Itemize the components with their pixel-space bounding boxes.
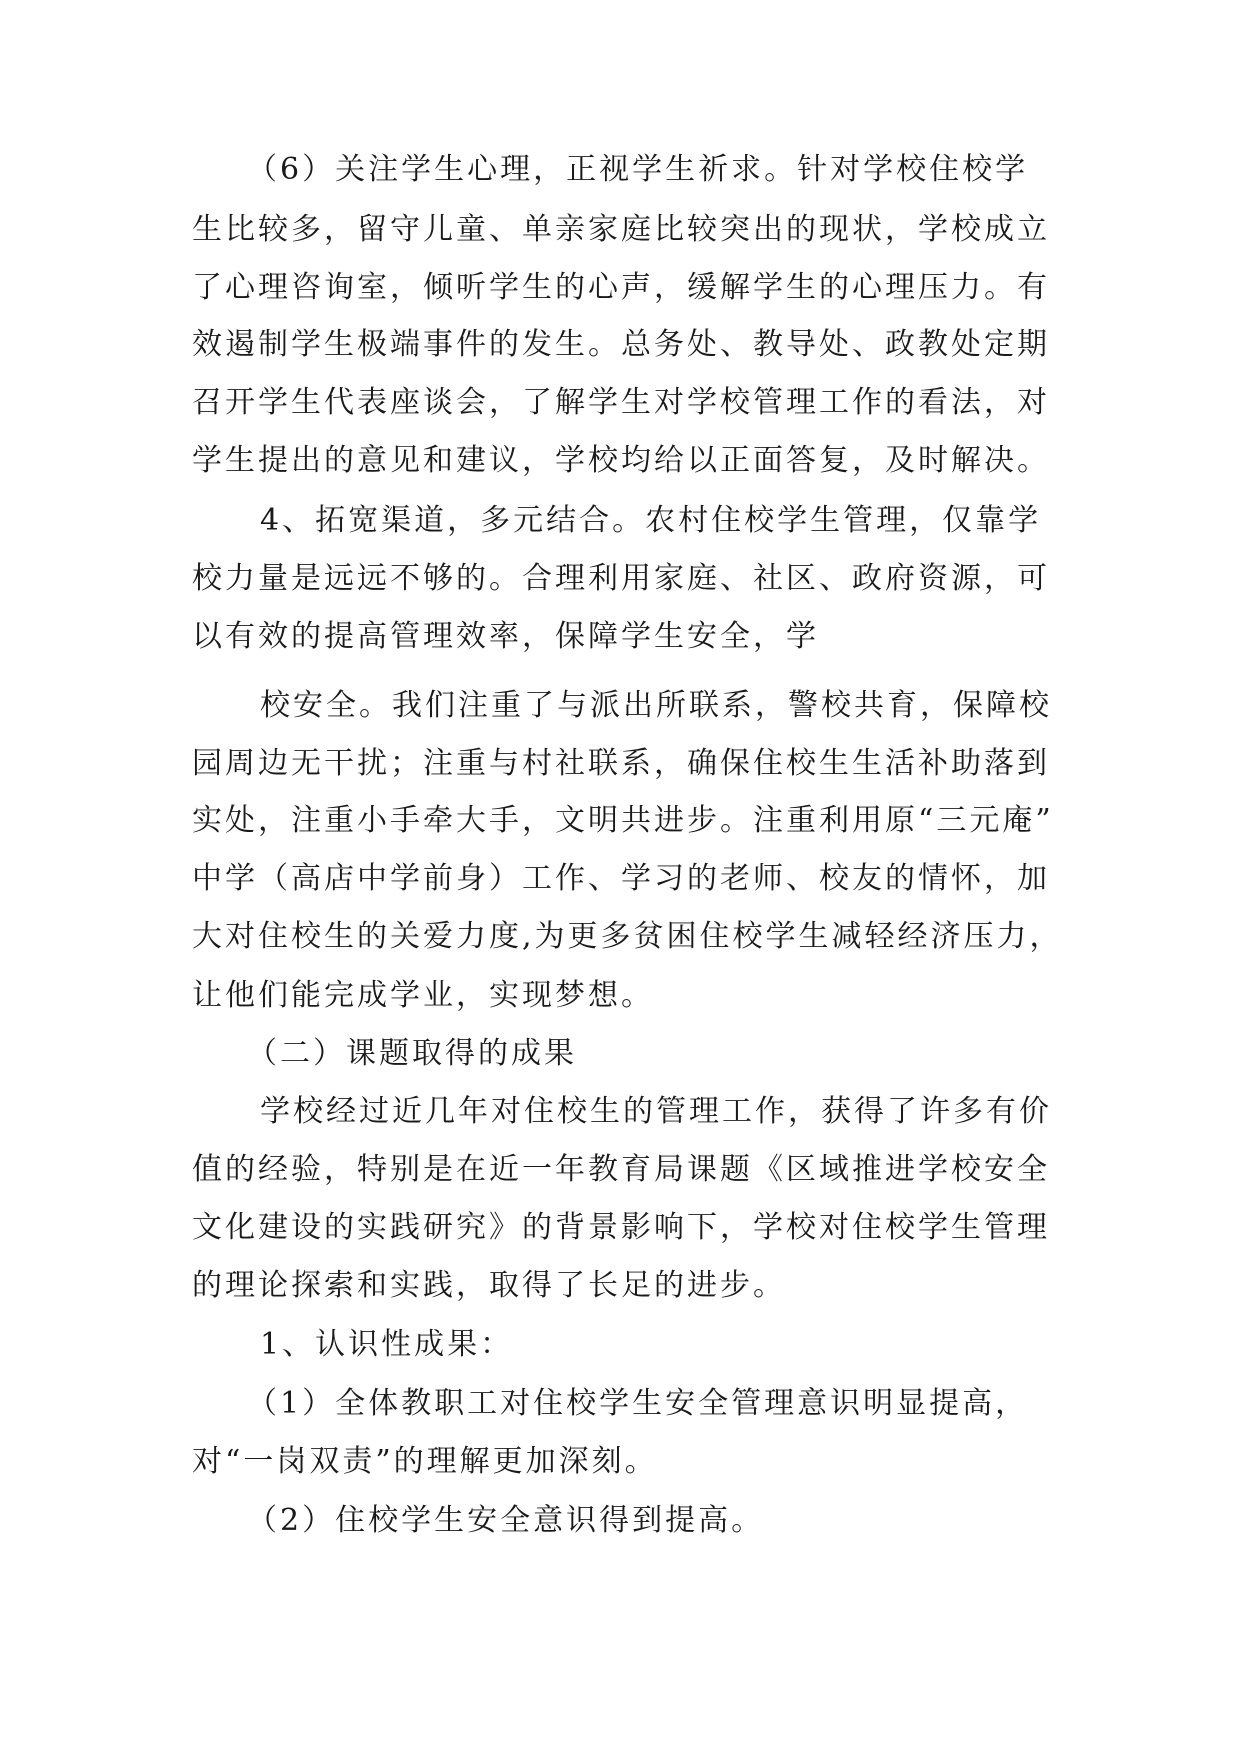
- text-line: 校安全。我们注重了与派出所联系，警校共育，保障校: [260, 688, 1052, 723]
- text-line: 值的经验，特别是在近一年教育局课题《区域推进学校安全: [192, 1152, 1050, 1187]
- text-line: 让他们能完成学业，实现梦想。: [192, 978, 654, 1013]
- text-line: （6）关注学生心理，正视学生祈求。针对学校住校学: [247, 152, 1029, 187]
- section-heading: （二）课题取得的成果: [247, 1036, 577, 1071]
- text-line: 校力量是远远不够的。合理利用家庭、社区、政府资源，可: [192, 561, 1050, 596]
- text-line: 生比较多，留守儿童、单亲家庭比较突出的现状，学校成立: [192, 212, 1050, 247]
- text-line: 以有效的提高管理效率，保障学生安全，学: [192, 619, 819, 654]
- text-line: 的理论探索和实践，取得了长足的进步。: [192, 1268, 786, 1303]
- text-line: 学校经过近几年对住校生的管理工作，获得了许多有价: [260, 1094, 1052, 1129]
- text-line: 大对住校生的关爱力度,为更多贫困住校学生减轻经济压力，: [192, 919, 1063, 954]
- subsection-heading: 1、认识性成果：: [260, 1327, 514, 1362]
- text-line: （1）全体教职工对住校学生安全管理意识明显提高，: [247, 1386, 1029, 1421]
- text-line: 召开学生代表座谈会，了解学生对学校管理工作的看法，对: [192, 385, 1050, 420]
- text-line: 了心理咨询室，倾听学生的心声，缓解学生的心理压力。有: [192, 270, 1050, 305]
- text-line: 效遏制学生极端事件的发生。总务处、教导处、政教处定期: [192, 327, 1050, 362]
- text-line: 4、拓宽渠道，多元结合。农村住校学生管理，仅靠学: [260, 503, 1042, 538]
- text-line: 园周边无干扰；注重与村社联系，确保住校生生活补助落到: [192, 746, 1050, 781]
- text-line: 文化建设的实践研究》的背景影响下，学校对住校学生管理: [192, 1210, 1050, 1245]
- text-line: 对“一岗双责”的理解更加深刻。: [192, 1444, 658, 1479]
- text-line: 中学（高店中学前身）工作、学习的老师、校友的情怀，加: [192, 861, 1050, 896]
- text-line: 实处，注重小手牵大手，文明共进步。注重利用原“三元庵”: [192, 803, 1054, 838]
- text-line: 学生提出的意见和建议，学校均给以正面答复，及时解决。: [192, 443, 1050, 478]
- text-line: （2）住校学生安全意识得到提高。: [247, 1503, 765, 1538]
